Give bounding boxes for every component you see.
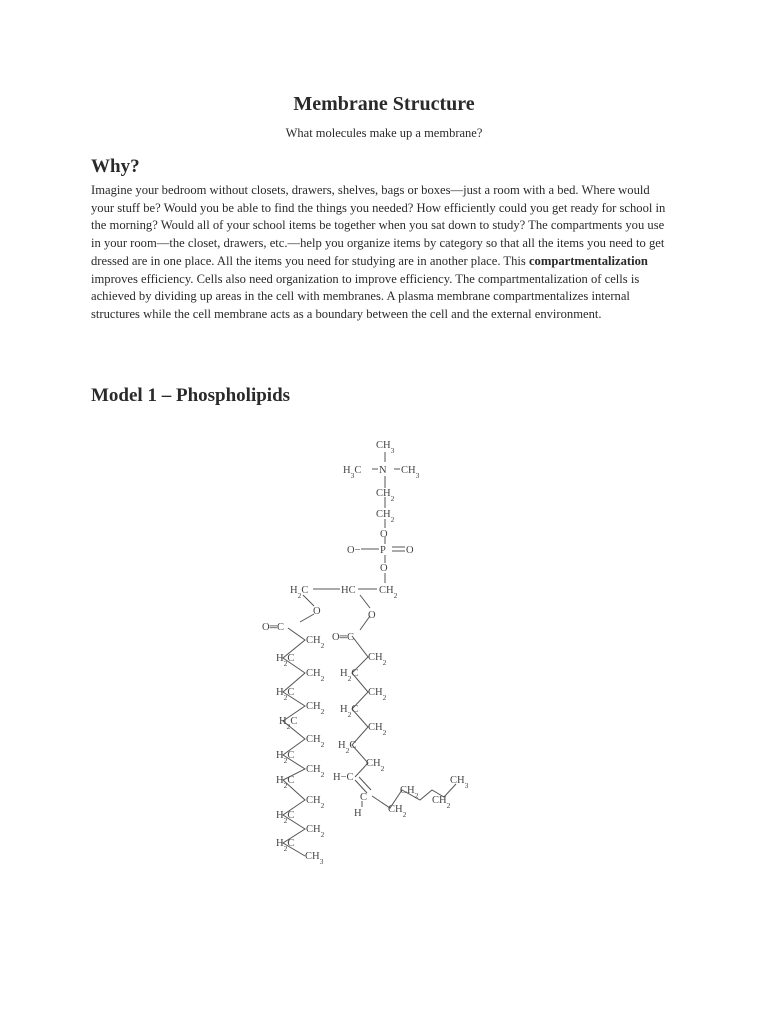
label-right-chain: $H_2C$	[340, 704, 359, 719]
label-c-double: C	[360, 792, 368, 803]
label-co-right: O═C	[332, 632, 355, 643]
label-h-bottom: H	[354, 808, 362, 819]
label-left-chain: $H_2C$	[276, 687, 295, 702]
why-heading: Why?	[91, 156, 140, 177]
label-left-chain: $CH_2$	[306, 764, 325, 779]
label-right-chain: $CH_2$	[368, 652, 387, 667]
label-hc-double: H−C	[333, 772, 354, 783]
label-n-plus: N	[379, 465, 387, 476]
page-subtitle: What molecules make up a membrane?	[285, 126, 483, 140]
label-tail: $CH_2$	[432, 795, 451, 810]
label-right-chain: $H_2C$	[340, 668, 359, 683]
label-left-chain: $H_2C$	[276, 838, 295, 853]
label-p: P	[380, 545, 386, 556]
label-tail: $CH_2$	[400, 785, 419, 800]
label-left-chain: $CH_2$	[306, 635, 325, 650]
label-left-chain: $CH_2$	[306, 795, 325, 810]
label-left-chain: $H_2C$	[276, 810, 295, 825]
label-ch2-a: $CH_2$	[376, 488, 395, 503]
label-left-chain: $CH_2$	[306, 824, 325, 839]
label-left-chain: $CH_2$	[306, 734, 325, 749]
label-h3c-left: $H_3C$	[343, 465, 362, 480]
why-text-bold: compartmentalization	[528, 253, 648, 268]
why-text-before: Imagine your bedroom without closets, drawers, shelves, bags or boxes—just a room with a bed. Where would your stuff be? Would you be able to find the things you needed? How efficiently could you get ready for school in the morning? Would all of your school items be together when you sat down to study? The compartments you use in your room—the closet, drawers, etc.—help you organize items by category so that all the items you need to get dressed are in one place. All the items you need for studying are in another place. This	[91, 183, 666, 268]
label-co-left: O═C	[262, 622, 285, 633]
model-heading: Model 1 – Phospholipids	[91, 385, 291, 406]
label-o-2: O	[380, 563, 388, 574]
label-h2c-glycerol: $H_2C$	[290, 585, 309, 600]
label-right-chain: $H_2C$	[338, 740, 357, 755]
label-ch3-top: $CH_3$	[376, 440, 395, 455]
label-ch3-right: $CH_3$	[401, 465, 420, 480]
label-left-chain: $H_2C$	[279, 716, 298, 731]
label-o-1: O	[380, 529, 388, 540]
label-hc-glycerol: HC	[341, 585, 356, 596]
why-text-after: improves efficiency. Cells also need organization to improve efficiency. The compartmentalization of cells is achieved by dividing up areas in the cell with membranes. A plasma membrane compartmentalizes internal structures while the cell membrane acts as a boundary between the cell and the external environment.	[91, 271, 640, 321]
label-left-chain: $CH_3$	[305, 851, 324, 866]
label-right-chain: $CH_2$	[368, 687, 387, 702]
label-o-ester-right: O	[368, 610, 376, 621]
label-o-ester-left: O	[313, 606, 321, 617]
label-left-chain: $H_2C$	[276, 775, 295, 790]
label-left-chain: $H_2C$	[276, 750, 295, 765]
label-left-chain: $H_2C$	[276, 653, 295, 668]
label-left-chain: $CH_2$	[306, 668, 325, 683]
label-ch2-glycerol: $CH_2$	[379, 585, 398, 600]
label-tail: $CH_3$	[450, 775, 469, 790]
label-o-minus: O−	[347, 545, 361, 556]
label-o-double: O	[406, 545, 414, 556]
label-tail: $CH_2$	[388, 804, 407, 819]
page-title: Membrane Structure	[293, 93, 475, 115]
label-ch2-b: $CH_2$	[376, 509, 395, 524]
label-left-chain: $CH_2$	[306, 701, 325, 716]
label-right-chain: $CH_2$	[368, 722, 387, 737]
label-right-chain: $CH_2$	[366, 758, 385, 773]
